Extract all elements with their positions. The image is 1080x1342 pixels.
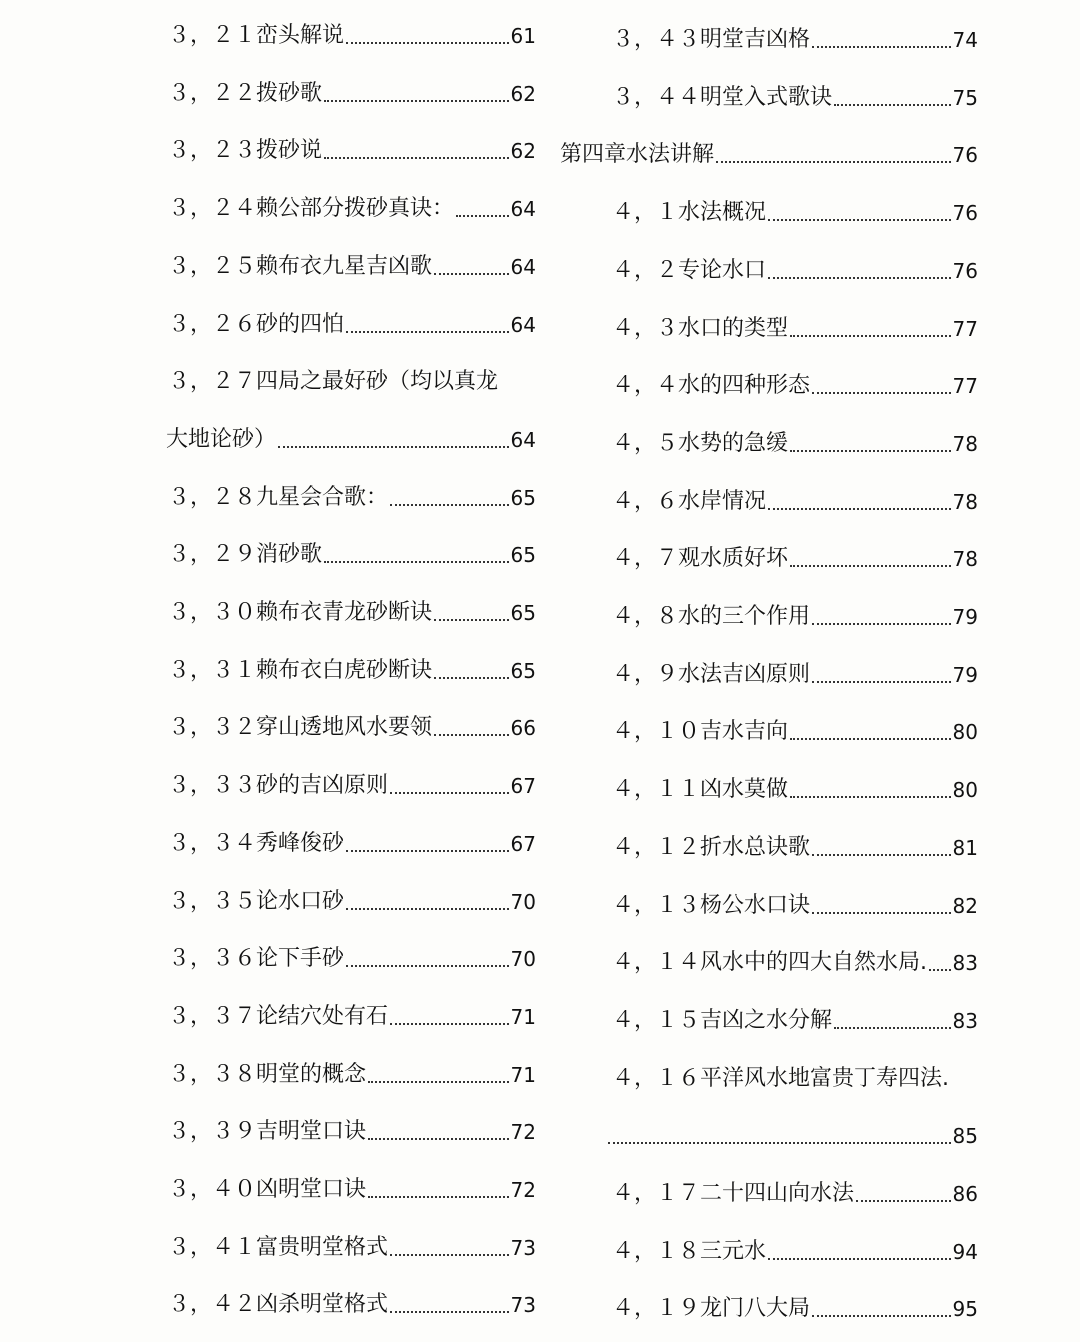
leader-dots (324, 100, 509, 102)
toc-entry-title: ４，５水势的急缓 (612, 430, 789, 456)
leader-dots (346, 42, 509, 44)
toc-entry-page: 67 (510, 831, 536, 856)
leader-dots (812, 912, 951, 914)
toc-entry-page: 79 (952, 605, 978, 629)
toc-entry (560, 1053, 978, 1093)
leader-dots (346, 965, 509, 967)
toc-entry-page: 67 (510, 774, 536, 799)
toc-entry (168, 299, 536, 339)
toc-entry-page: 65 (510, 543, 536, 568)
toc-entry-page: 65 (510, 658, 536, 683)
toc-entry-page: 72 (510, 1120, 536, 1145)
toc-entry-page: 77 (952, 374, 978, 399)
leader-dots (812, 623, 951, 625)
toc-entry (168, 1164, 536, 1204)
toc-entry-title: ３，２２拨砂歌 (168, 80, 323, 106)
toc-entry (560, 1283, 978, 1323)
toc-entry (168, 68, 536, 108)
toc-entry-page: 76 (952, 143, 978, 168)
toc-entry-title: ４，１７二十四山向水法 (612, 1181, 855, 1206)
toc-entry-title: ４，１４风水中的四大自然水局. (612, 950, 927, 976)
toc-entry-title: ３，２１峦头解说 (168, 23, 345, 48)
toc-entry-title: ４，１１凶水莫做 (612, 777, 789, 803)
toc-entry-title: ４，１２折水总诀歌 (612, 834, 811, 860)
leader-dots (346, 908, 509, 910)
toc-entry-page: 62 (510, 81, 536, 106)
toc-entry-page: 77 (952, 316, 978, 341)
toc-entry-page: 71 (510, 1062, 536, 1087)
toc-entry-title: ４，４水的四种形态 (612, 373, 811, 399)
toc-entry (168, 1106, 536, 1146)
toc-entry-page: 94 (952, 1239, 978, 1264)
toc-entry-page: 70 (510, 889, 536, 914)
leader-dots (278, 446, 509, 448)
toc-entry-title: ３，４１富贵明堂格式 (168, 1234, 389, 1260)
toc-entry-title: ３，４０凶明堂口诀 (168, 1177, 367, 1202)
leader-dots (812, 392, 951, 394)
toc-entry-page: 66 (510, 716, 536, 741)
toc-entry-title: ３，３７论结穴处有石 (168, 1003, 389, 1029)
leader-dots (790, 450, 951, 452)
toc-entry (168, 1222, 536, 1262)
toc-entry (168, 760, 536, 800)
toc-entry (168, 1279, 536, 1319)
toc-entry (560, 476, 978, 516)
toc-entry (560, 303, 978, 343)
toc-entry (560, 533, 978, 573)
leader-dots (434, 273, 509, 275)
toc-entry (168, 876, 536, 916)
leader-dots (834, 1027, 951, 1029)
toc-entry-title: ４，２专论水口 (612, 257, 767, 283)
toc-entry-page: 74 (952, 28, 978, 52)
leader-dots (812, 1315, 951, 1317)
toc-entry (560, 1226, 978, 1266)
leader-dots (390, 792, 509, 794)
leader-dots (790, 796, 951, 798)
toc-entry-page: 61 (510, 24, 536, 48)
toc-entry (168, 991, 536, 1031)
toc-entry-page: 85 (952, 1124, 978, 1149)
toc-entry-title: ３，３２穿山透地风水要领 (168, 715, 433, 741)
toc-entry (560, 360, 978, 400)
toc-entry-title: ４，８水的三个作用 (612, 604, 811, 629)
leader-dots (324, 561, 509, 563)
toc-entry-page: 65 (510, 485, 536, 510)
toc-entry (560, 649, 978, 689)
toc-entry (560, 72, 978, 112)
toc-entry (168, 587, 536, 627)
toc-entry-title: ３，２３拨砂说 (168, 138, 323, 164)
toc-entry (168, 183, 536, 223)
toc-entry-title: ３，３４秀峰俊砂 (168, 830, 345, 856)
toc-entry-page: 64 (510, 254, 536, 279)
leader-dots (324, 157, 509, 159)
toc-entry-page: 70 (510, 947, 536, 972)
toc-entry (560, 822, 978, 862)
leader-dots (812, 854, 951, 856)
leader-dots (434, 677, 509, 679)
toc-entry-page: 78 (952, 431, 978, 456)
leader-dots (368, 1081, 509, 1083)
toc-entry (168, 702, 536, 742)
leader-dots (346, 850, 509, 852)
toc-entry-title: ３，４３明堂吉凶格 (612, 27, 811, 52)
leader-dots (390, 1023, 509, 1025)
leader-dots (834, 104, 951, 106)
leader-dots (790, 565, 951, 567)
toc-entry-page: 64 (510, 427, 536, 452)
toc-entry-page: 78 (952, 489, 978, 514)
leader-dots (456, 215, 509, 217)
toc-entry-page: 81 (952, 835, 978, 860)
toc-entry (168, 241, 536, 281)
toc-entry (560, 14, 978, 54)
toc-entry (168, 1049, 536, 1089)
toc-entry-title: ３，２８九星会合歌： (168, 484, 389, 510)
toc-entry-page: 73 (510, 1235, 536, 1260)
toc-entry (560, 937, 978, 977)
toc-entry-title: ３，３８明堂的概念 (168, 1061, 367, 1087)
toc-entry-page: 80 (952, 778, 978, 803)
toc-entry-title: ４，１５吉凶之水分解 (612, 1007, 833, 1033)
toc-entry-title: ３，２４赖公部分拨砂真诀： (168, 196, 455, 222)
toc-entry-title: ４，１水法概况 (612, 200, 767, 226)
toc-entry-page: 82 (952, 893, 978, 918)
toc-entry-title: ４，１３杨公水口诀 (612, 892, 811, 918)
toc-entry (560, 187, 978, 227)
toc-entry (168, 472, 536, 512)
toc-entry-page: 78 (952, 547, 978, 572)
toc-entry-page: 65 (510, 601, 536, 625)
toc-entry-page: 72 (510, 1178, 536, 1202)
leader-dots (812, 46, 951, 48)
leader-dots (768, 219, 951, 221)
leader-dots (346, 331, 509, 333)
toc-entry-page: 71 (510, 1004, 536, 1029)
leader-dots (390, 504, 509, 506)
toc-entry-page: 76 (952, 258, 978, 283)
leader-dots (929, 969, 951, 971)
leader-dots (716, 161, 951, 163)
toc-entry-page: 86 (952, 1182, 978, 1206)
toc-entry-title: 第四章水法讲解 (560, 142, 715, 168)
toc-entry (560, 706, 978, 746)
toc-entry-title: ３，２９消砂歌 (168, 542, 323, 568)
toc-entry-page: 83 (952, 1008, 978, 1033)
toc-entry-title: ４，１６平洋风水地富贵丁寿四法. (612, 1065, 949, 1091)
leader-dots (390, 1311, 509, 1313)
leader-dots (608, 1142, 951, 1144)
toc-entry-page: 62 (510, 139, 536, 164)
toc-entry (560, 129, 978, 169)
toc-entry (168, 356, 536, 396)
toc-entry-title: ３，３０赖布衣青龙砂断诀 (168, 600, 433, 625)
toc-entry (168, 529, 536, 569)
toc-entry-title: ４，１０吉水吉向 (612, 719, 789, 745)
toc-entry-page: 73 (510, 1293, 536, 1318)
toc-entry (560, 1168, 978, 1208)
toc-entry-title: ４，７观水质好坏 (612, 546, 789, 572)
toc-entry-title: ３，２７四局之最好砂（均以真龙 (168, 369, 499, 395)
toc-entry (560, 764, 978, 804)
leader-dots (390, 1254, 509, 1256)
toc-entry-title: ３，３９吉明堂口诀 (168, 1119, 367, 1145)
toc-entry (560, 245, 978, 285)
toc-entry-title: ４，３水口的类型 (612, 315, 789, 341)
toc-entry-title: ３，２５赖布衣九星吉凶歌 (168, 253, 433, 279)
toc-entry (168, 645, 536, 685)
toc-entry (168, 125, 536, 165)
toc-entry (168, 933, 536, 973)
toc-entry-title: 大地论砂） (166, 426, 277, 452)
toc-entry-page: 80 (952, 720, 978, 745)
toc-entry (606, 1110, 978, 1150)
toc-entry-page: 64 (510, 197, 536, 222)
leader-dots (434, 619, 509, 621)
toc-entry (560, 995, 978, 1035)
toc-entry (560, 418, 978, 458)
leader-dots (790, 738, 951, 740)
leader-dots (768, 508, 951, 510)
leader-dots (856, 1200, 951, 1202)
toc-entry-page: 76 (952, 201, 978, 226)
leader-dots (768, 277, 951, 279)
leader-dots (790, 335, 951, 337)
toc-entry-title: ４，６水岸情况 (612, 488, 767, 514)
toc-entry-title: ４，１９龙门八大局 (612, 1296, 811, 1322)
leader-dots (768, 1258, 951, 1260)
toc-entry-page: 64 (510, 312, 536, 337)
leader-dots (812, 681, 951, 683)
toc-entry-page: 75 (952, 85, 978, 110)
toc-entry-title: ３，４４明堂入式歌诀 (612, 84, 833, 110)
toc-entry-page: 95 (952, 1297, 978, 1322)
toc-entry-title: ３，３１赖布衣白虎砂断诀 (168, 657, 433, 683)
toc-entry-page: 79 (952, 662, 978, 687)
toc-entry-page: 83 (952, 951, 978, 976)
toc-entry-title: ４，９水法吉凶原则 (612, 661, 811, 687)
leader-dots (368, 1196, 509, 1198)
toc-entry (560, 880, 978, 920)
toc-entry-title: ３，２６砂的四怕 (168, 311, 345, 337)
leader-dots (434, 734, 509, 736)
toc-entry-title: ３，３６论下手砂 (168, 946, 345, 972)
toc-entry (168, 10, 536, 50)
toc-entry (168, 818, 536, 858)
toc-entry-title: ４，１８三元水 (612, 1238, 767, 1264)
toc-entry-title: ３，３３砂的吉凶原则 (168, 773, 389, 799)
toc-entry-title: ３，４２凶杀明堂格式 (168, 1292, 389, 1318)
leader-dots (368, 1138, 509, 1140)
toc-entry-title: ３，３５论水口砂 (168, 888, 345, 914)
toc-entry (166, 414, 536, 454)
toc-entry (560, 591, 978, 631)
